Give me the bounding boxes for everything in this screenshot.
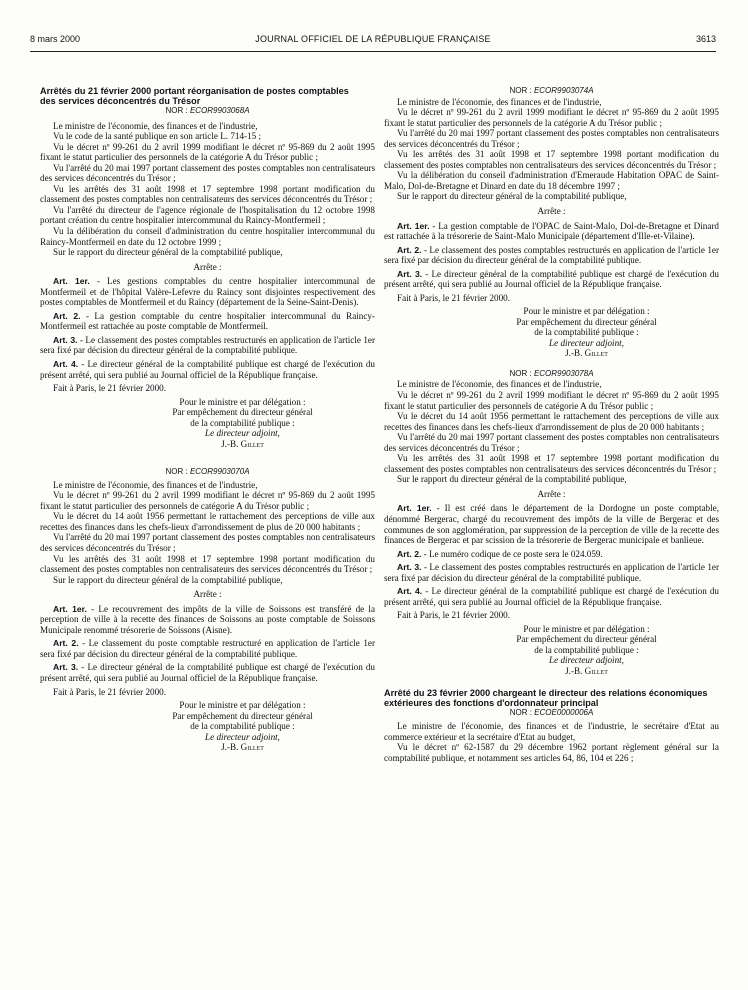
header-rule <box>30 51 716 52</box>
signature-line: Pour le ministre et par délégation : <box>179 396 306 407</box>
article <box>40 335 375 356</box>
recital: Vu le décret nº 99-261 du 2 avril 1999 modifiant le décret nº 95-869 du 2 août 1995 fixant le statut particulier des personnels de catégorie A du Trésor public ; <box>40 490 375 511</box>
signature-line: Par empêchement du directeur général <box>172 407 313 418</box>
nor-code: ECOE0000006A <box>534 708 594 718</box>
signature-line: J.-B. Gillet <box>565 348 608 359</box>
arrete-label: Arrête : <box>537 488 566 499</box>
header-date: 8 mars 2000 <box>30 34 81 44</box>
recital: Vu l'arrêté du 20 mai 1997 portant classement des postes comptables non centralisateurs des services déconcentrés du Trésor ; <box>40 162 375 184</box>
article-number: Art. 2. <box>53 310 81 321</box>
article-number: Art. 4. <box>397 586 423 597</box>
recital: Le ministre de l'économie, des finances et de l'industrie, <box>53 120 258 131</box>
article <box>384 586 719 607</box>
article <box>40 662 375 683</box>
nor-label: NOR : <box>165 106 188 115</box>
article-text: - Le directeur général de la comptabilité publique est chargé de l'exécution du présent arrêté, qui sera publié au Journal officiel de la République française. <box>40 359 375 380</box>
arrete-label: Arrête : <box>537 206 566 217</box>
article-text: - Le classement des postes comptables restructurés en application de l'article 1er sera fixé par décision du directeur général de la comptabilité publique. <box>40 334 375 356</box>
recital: Sur le rapport du directeur général de la comptabilité publique, <box>397 191 627 202</box>
article <box>384 503 719 545</box>
signature-line: de la comptabilité publique : <box>190 721 295 732</box>
nor-code: ECOR9903070A <box>189 467 250 477</box>
article-number: Art. 3. <box>53 662 79 673</box>
signature-line: Le directeur adjoint, <box>205 731 280 742</box>
recital: Le ministre de l'économie, des finances et de l'industrie, le secrétaire d'Etat au commerce extérieur et la secrétaire d'Etat au budget, <box>384 720 719 742</box>
recital: Sur le rapport du directeur général de la comptabilité publique, <box>397 474 627 485</box>
article-number: Art. 1er. <box>397 220 430 231</box>
nor-reference <box>384 708 719 719</box>
right-column <box>384 86 719 763</box>
recital: Vu les arrêtés des 31 août 1998 et 17 septembre 1998 portant modification du classement des postes comptables non centralisateurs des services déconcentrés du Trésor ; <box>384 453 719 474</box>
nor-reference <box>384 86 719 97</box>
nor-label: NOR : <box>509 86 532 95</box>
recital: Vu l'arrêté du 20 mai 1997 portant classement des postes comptables non centralisateurs des services déconcentrés du Trésor ; <box>384 128 719 149</box>
article-number: Art. 2. <box>397 244 422 255</box>
signature-line: de la comptabilité publique : <box>534 327 639 338</box>
article-text: - La gestion comptable de l'OPAC de Saint-Malo, Dol-de-Bretagne et Dinard est rattachée à la trésorerie de Saint-Malo Municipale (département d'Ille-et-Vilaine). <box>384 220 719 242</box>
signature-line: Par empêchement du directeur général <box>172 710 313 721</box>
nor-code: ECOR9903074A <box>533 86 594 95</box>
article-text: - Il est créé dans le département de la Dordogne un poste comptable, dénommé Bergerac, chargé du recouvrement des impôts de la ville de Bergerac et des communes de son agglomération, par suppression de la perception de ville de la recette des finances de Bergerac et par scission de la trésorerie de Bergerac municipale et banlieue. <box>384 503 719 546</box>
fait-line: Fait à Paris, le 21 février 2000. <box>397 610 511 621</box>
signature-line: Par empêchement du directeur général <box>516 316 657 327</box>
article-number: Art. 3. <box>53 334 78 345</box>
article-text: - Le directeur général de la comptabilité publique est chargé de l'exécution du présent arrêté, qui sera publié au Journal officiel de la République française. <box>384 586 719 607</box>
signature-line: de la comptabilité publique : <box>534 644 639 655</box>
recital: Sur le rapport du directeur général de la comptabilité publique, <box>53 574 283 585</box>
article-number: Art. 2. <box>397 548 422 559</box>
article-number: Art. 2. <box>53 638 79 649</box>
article-number: Art. 1er. <box>53 276 90 287</box>
nor-label: NOR : <box>165 467 188 477</box>
article <box>40 311 375 332</box>
article-text: - Le classement des postes comptables restructurés en application de l'article 1er sera fixé par décision du directeur général de la comptabilité publique. <box>384 244 719 266</box>
article-text: - Les gestions comptables du centre hospitalier intercommunal de Montfermeil et de l'hôpital Valère-Lefevre du Raincy sont disjointes respectivement des postes comptables de Montfermeil et du Raincy (département de la Seine-Saint-Denis). <box>40 276 375 308</box>
nor-label: NOR : <box>509 368 532 378</box>
nor-code: ECOR9903068A <box>189 106 250 115</box>
article-number: Art. 4. <box>53 359 79 370</box>
page-header <box>30 34 716 50</box>
fait-line: Fait à Paris, le 21 février 2000. <box>53 383 167 394</box>
article-text: - Le numéro codique de ce poste sera le 024.059. <box>421 548 603 559</box>
left-column <box>40 86 375 753</box>
article-text: - Le directeur général de la comptabilité publique est chargé de l'exécution du présent arrêté, qui sera publié au Journal officiel de la République française. <box>384 268 719 290</box>
article <box>40 638 375 659</box>
article <box>384 269 719 290</box>
signature-line: Pour le ministre et par délégation : <box>179 700 306 711</box>
article-text: - Le classement du poste comptable restructuré en application de l'article 1er sera fixé par décision du directeur général de la comptabilité publique. <box>40 638 375 659</box>
decree-title: Arrêté du 23 février 2000 chargeant le directeur des relations économiques extérieures des fonctions d'ordonnateur principal <box>384 688 708 709</box>
recital: Le ministre de l'économie, des finances et de l'industrie, <box>397 96 602 107</box>
recital: Vu les arrêtés des 31 août 1998 et 17 septembre 1998 portant modification du classement des postes comptables non centralisateurs des services déconcentrés du Trésor ; <box>40 183 375 205</box>
signature-line: Le directeur adjoint, <box>549 655 624 666</box>
arrete-label: Arrête : <box>193 261 222 272</box>
signature-line: J.-B. Gillet <box>221 438 264 449</box>
recital: Sur le rapport du directeur général de la comptabilité publique, <box>53 247 283 258</box>
article <box>384 221 719 242</box>
page-number: 3613 <box>695 34 716 44</box>
article <box>384 245 719 266</box>
fait-line: Fait à Paris, le 21 février 2000. <box>53 686 167 697</box>
recital: Vu le décret nº 62-1587 du 29 décembre 1962 portant règlement général sur la comptabilité publique, et notamment ses articles 64, 86, 104 et 226 ; <box>384 742 719 763</box>
recital: Vu l'arrêté du directeur de l'agence régionale de l'hospitalisation du 12 octobre 1998 portant création du centre hospitalier intercommunal du Raincy-Montfermeil ; <box>40 204 375 226</box>
nor-label: NOR : <box>509 708 532 718</box>
recital: Le ministre de l'économie, des finances et de l'industrie, <box>53 479 258 490</box>
article <box>40 359 375 380</box>
recital: Vu la délibération du conseil d'administration d'Emeraude Habitation OPAC de Saint-Malo, Dol-de-Bretagne et Dinard en date du 18 décembre 1997 ; <box>384 170 719 191</box>
nor-code: ECOR9903078A <box>533 368 594 378</box>
nor-reference <box>40 106 375 117</box>
recital: Vu le décret nº 99-261 du 2 avril 1999 modifiant le décret nº 95-869 du 2 août 1995 fixant le statut particulier des personnels de la catégorie A du Trésor public ; <box>384 107 719 128</box>
signature-line: J.-B. Gillet <box>221 742 264 753</box>
recital: Vu l'arrêté du 20 mai 1997 portant classement des postes comptables non centralisateurs des services déconcentrés du Trésor ; <box>384 432 719 453</box>
article <box>40 276 375 308</box>
signature-line: de la comptabilité publique : <box>190 417 295 428</box>
recital: Vu le décret nº 99-261 du 2 avril 1999 modifiant le décret nº 95-869 du 2 août 1995 fixant le statut particulier des personnels de catégorie A du Trésor public ; <box>384 389 719 411</box>
decree-title: Arrêtés du 21 février 2000 portant réorganisation de postes comptables des services déconcentrés du Trésor <box>40 86 349 106</box>
nor-reference <box>384 369 719 380</box>
article-number: Art. 1er. <box>53 603 87 614</box>
recital: Vu les arrêtés des 31 août 1998 et 17 septembre 1998 portant modification du classement des postes comptables non centralisateurs des services déconcentrés du Trésor ; <box>384 149 719 170</box>
recital: Vu le code de la santé publique en son article L. 714-15 ; <box>53 131 261 142</box>
article-number: Art. 1er. <box>397 503 432 514</box>
signature-line: J.-B. Gillet <box>565 665 608 676</box>
recital: Vu le décret du 14 août 1956 permettant le rattachement des perceptions de ville aux recettes des finances dans les chefs-lieux d'arrondissement de plus de 20 000 habitants ; <box>384 411 719 432</box>
fait-line: Fait à Paris, le 21 février 2000. <box>397 292 511 303</box>
article-number: Art. 3. <box>397 562 422 573</box>
signature-line: Par empêchement du directeur général <box>516 634 657 645</box>
article-number: Art. 3. <box>397 268 423 279</box>
article-text: - Le recouvrement des impôts de la ville de Soissons est transféré de la perception de ville à la recette des finances de Soissons au poste comptable de Soissons Municipale renommé trésorerie de Soissons (Aisne). <box>40 603 375 635</box>
article <box>384 549 719 560</box>
article-text: - Le classement des postes comptables restructurés en application de l'article 1er sera fixé par décision du directeur général de la comptabilité publique. <box>384 562 719 583</box>
signature-line: Le directeur adjoint, <box>549 337 624 348</box>
recital: Vu la délibération du conseil d'administration du centre hospitalier intercommunal du Raincy-Montfermeil en date du 12 octobre 1999 ; <box>40 226 375 247</box>
article-text: - La gestion comptable du centre hospitalier intercommunal du Raincy-Montfermeil est rattachée au poste comptable de Montfermeil. <box>40 310 375 332</box>
recital: Le ministre de l'économie, des finances et de l'industrie, <box>397 379 602 390</box>
signature-line: Le directeur adjoint, <box>205 428 280 439</box>
nor-reference <box>40 467 375 478</box>
signature-line: Pour le ministre et par délégation : <box>523 623 650 634</box>
article <box>40 604 375 636</box>
recital: Vu l'arrêté du 20 mai 1997 portant classement des postes comptables non centralisateurs des services déconcentrés du Trésor ; <box>40 532 375 553</box>
recital: Vu le décret nº 99-261 du 2 avril 1999 modifiant le décret nº 95-869 du 2 août 1995 fixant le statut particulier des personnels de la catégorie A du Trésor public ; <box>40 141 375 163</box>
arrete-label: Arrête : <box>193 589 222 600</box>
signature-line: Pour le ministre et par délégation : <box>523 306 650 317</box>
journal-title: JOURNAL OFFICIEL DE LA RÉPUBLIQUE FRANÇAISE <box>255 34 491 44</box>
recital: Vu les arrêtés des 31 août 1998 et 17 septembre 1998 portant modification du classement des postes comptables non centralisateurs des services déconcentrés du Trésor ; <box>40 553 375 575</box>
recital: Vu le décret du 14 août 1956 permettant le rattachement des perceptions de ville aux recettes des finances dans les chefs-lieux d'arrondissement de plus de 20 000 habitants ; <box>40 511 375 532</box>
article <box>384 562 719 583</box>
article-text: - Le directeur général de la comptabilité publique est chargé de l'exécution du présent arrêté, qui sera publié au Journal officiel de la République française. <box>40 662 375 684</box>
